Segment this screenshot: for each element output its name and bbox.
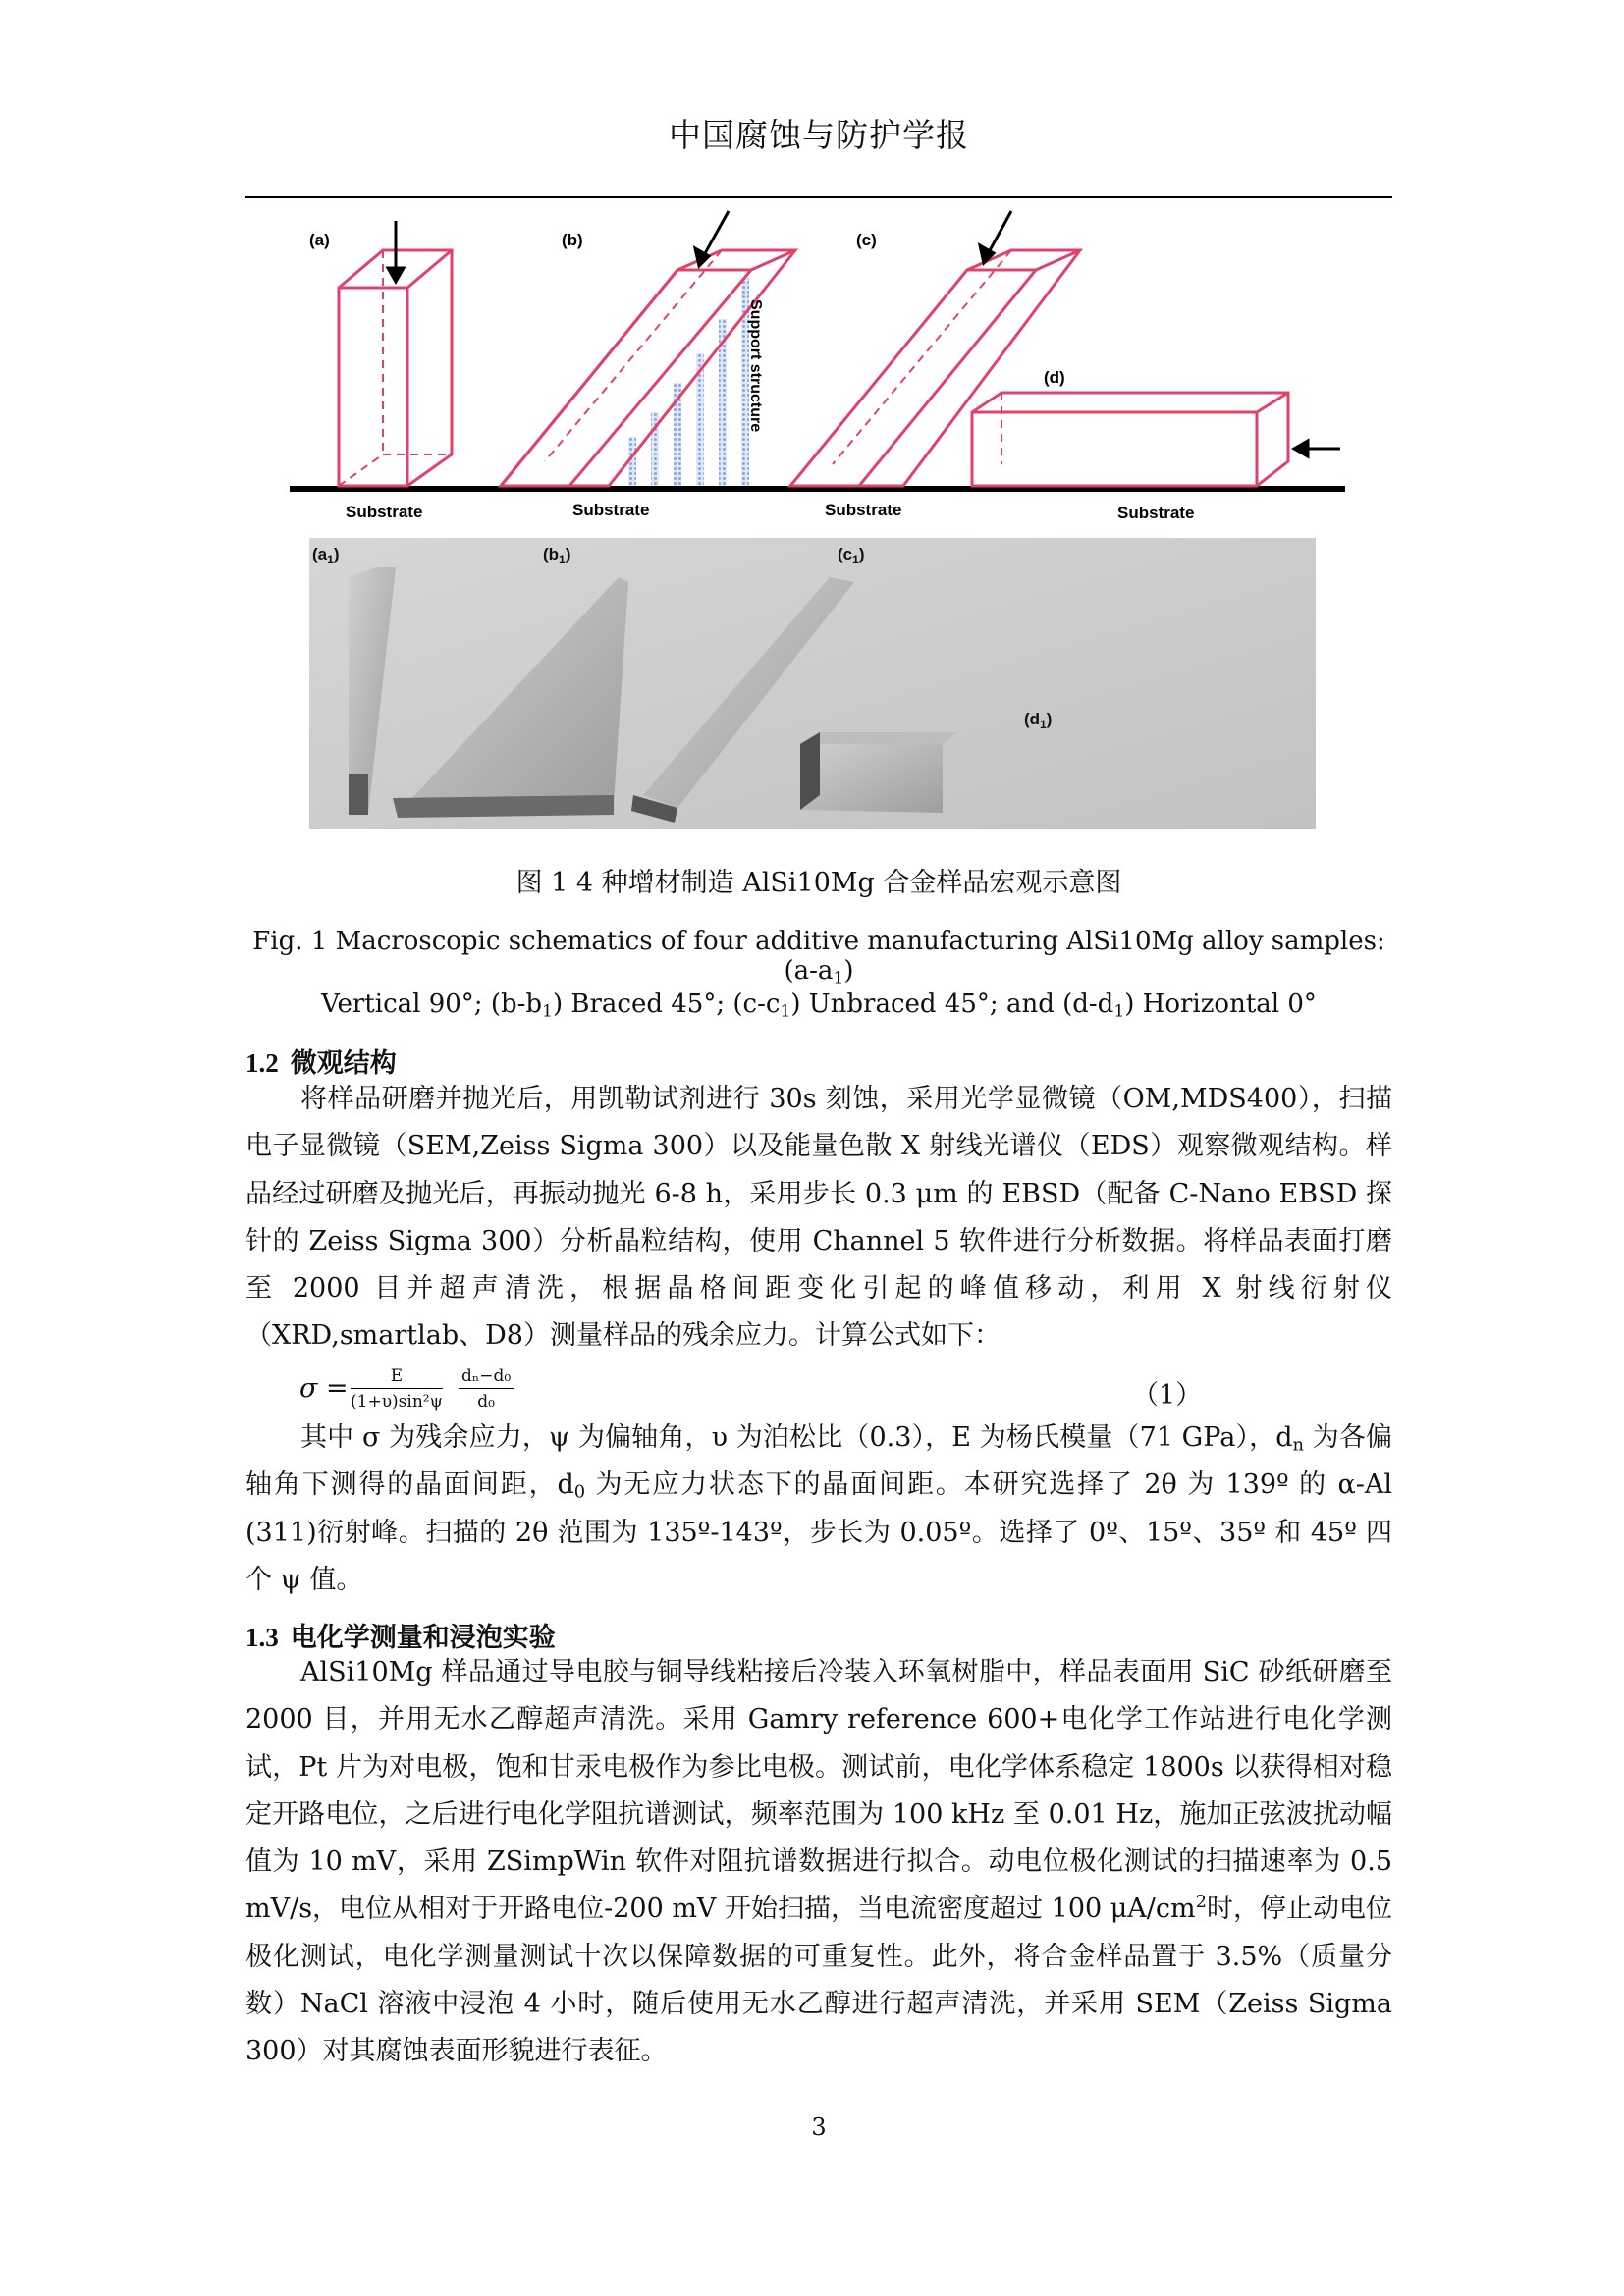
figure-caption-zh: 图 1 4 种增材制造 AlSi10Mg 合金样品宏观示意图 xyxy=(515,868,1122,898)
substrate-label-a: Substrate xyxy=(346,503,423,521)
photo-label-d1: $(d_1)$ xyxy=(1024,710,1053,731)
panel-label-a: (a) xyxy=(309,231,330,249)
photo-label-c1: $(c_1)$ xyxy=(838,545,865,566)
section-1-3-paragraph: AlSi10Mg 样品通过导电胶与铜导线粘接后冷装入环氧树脂中，样品表面用 SiC 砂纸研磨至 2000 目，并用无水乙醇超声清洗。采用 Gamry reference 600+电化学工作站进行电化学测试，Pt 片为对电极，饱和甘汞电极作为参比电极。测试前，电化学体系稳定 1800s 以获得相对稳定开路电位，之后进行电化学阻抗谱测试，频率范围为 100 kHz 至 0.01 Hz，施加正弦波扰动幅值为 10 mV，采用 ZSimpWin 软件对阻抗谱数据进行拟合。动电位极化测试的扫描速率为 0.5 mV/s，电位从相对于开路电位-200 mV 开始扫描，当电流密度超过 100 $\mu A/cm^2$时，停止动电位极化测试，电化学测量测试十次以保障数据的可重复性。此外，将合金样品置于 3.5%（质量分数）NaCl 溶液中浸泡 4 小时，随后使用无水乙醇进行超声清洗，并采用 SEM（Zeiss Sigma 300）对其腐蚀表面形貌进行表征。 xyxy=(245,1657,1393,2067)
header-rule xyxy=(245,196,1392,198)
substrate-label-b: Substrate xyxy=(572,501,650,519)
photo-label-b1: $(b_1)$ xyxy=(543,545,571,566)
section-1-2-paragraph-2: 其中 σ 为残余应力，ψ 为偏轴角，υ 为泊松比（0.3），E 为杨氏模量（71 GPa），$d_n$ 为各偏轴角下测得的晶面间距，$d_0$ 为无应力状态下的晶面间距。本研究选择了 2θ 为 139º 的 α-Al (311)衍射峰。扫描的 2θ 范围为 135º-143º，步长为 0.05º。选择了 0º、15º、35º 和 45º 四个 ψ 值。 xyxy=(245,1422,1392,1595)
substrate-label-d: Substrate xyxy=(1117,504,1195,522)
photo-label-a1: $(a_1)$ xyxy=(312,545,340,566)
arrow-d xyxy=(1294,441,1340,456)
substrate-label-c: Substrate xyxy=(825,501,902,519)
sample-a-vertical xyxy=(339,250,452,486)
section-1-2-paragraph: 将样品研磨并抛光后，用凯勒试剂进行 30s 刻蚀，采用光学显微镜（OM,MDS400），扫描电子显微镜（SEM,Zeiss Sigma 300）以及能量色散 X 射线光谱仪（EDS）观察微观结构。样品经过研磨及抛光后，再振动抛光 6-8 h，采用步长 0.3 μm 的 EBSD（配备 C-Nano EBSD 探针的 Zeiss Sigma 300）分析晶粒结构，使用 Channel 5 软件进行分析数据。将样品表面打磨至 2000 目并超声清洗，根据晶格间距变化引起的峰值移动，利用 X 射线衍射仪（XRD,smartlab、D8）测量样品的残余应力。计算公式如下： xyxy=(245,1084,1392,1352)
support-structure-label: Support structure xyxy=(747,299,764,433)
sample-c-unbraced xyxy=(790,250,1080,486)
sample-photograph xyxy=(309,538,1316,829)
sample-d1 xyxy=(800,732,957,744)
formula-fraction-1: $\frac{E}{\text{(1+υ)sin²ψ}}$ xyxy=(351,1366,443,1412)
arrow-b xyxy=(695,211,729,266)
equation-number: （1） xyxy=(1132,1380,1203,1411)
formula-fraction-2: $\frac{\text{dₙ−d₀}}{\text{d₀}}$ xyxy=(459,1366,514,1412)
section-heading-1-2: 1.2 微观结构 xyxy=(245,1048,397,1079)
figure-caption-en-line1: Fig. 1 Macroscopic schematics of four additive manufacturing AlSi10Mg alloy samples: $(a-a_1)$ xyxy=(252,927,1385,988)
journal-header: 中国腐蚀与防护学报 xyxy=(669,116,969,154)
panel-label-d: (d) xyxy=(1044,368,1065,387)
section-heading-1-3: 1.3 电化学测量和浸泡实验 xyxy=(245,1623,556,1653)
figure-caption-en-line2: Vertical 90°; $(b-b_1)$ Braced 45°; $(c-c_1)$ Unbraced 45°; and $(d-d_1)$ Horizontal 0° xyxy=(321,989,1317,1022)
panel-label-b: (b) xyxy=(562,231,583,249)
residual-stress-formula: σ = $\frac{E}{\text{(1+υ)sin²ψ}}$ $\frac{\text{dₙ−d₀}}{\text{d₀}}$ （1） xyxy=(299,1366,1203,1412)
build-orientation-schematic xyxy=(275,201,1355,530)
page-number: 3 xyxy=(811,2113,827,2141)
panel-label-c: (c) xyxy=(856,231,877,249)
sample-d-horizontal xyxy=(972,393,1288,486)
